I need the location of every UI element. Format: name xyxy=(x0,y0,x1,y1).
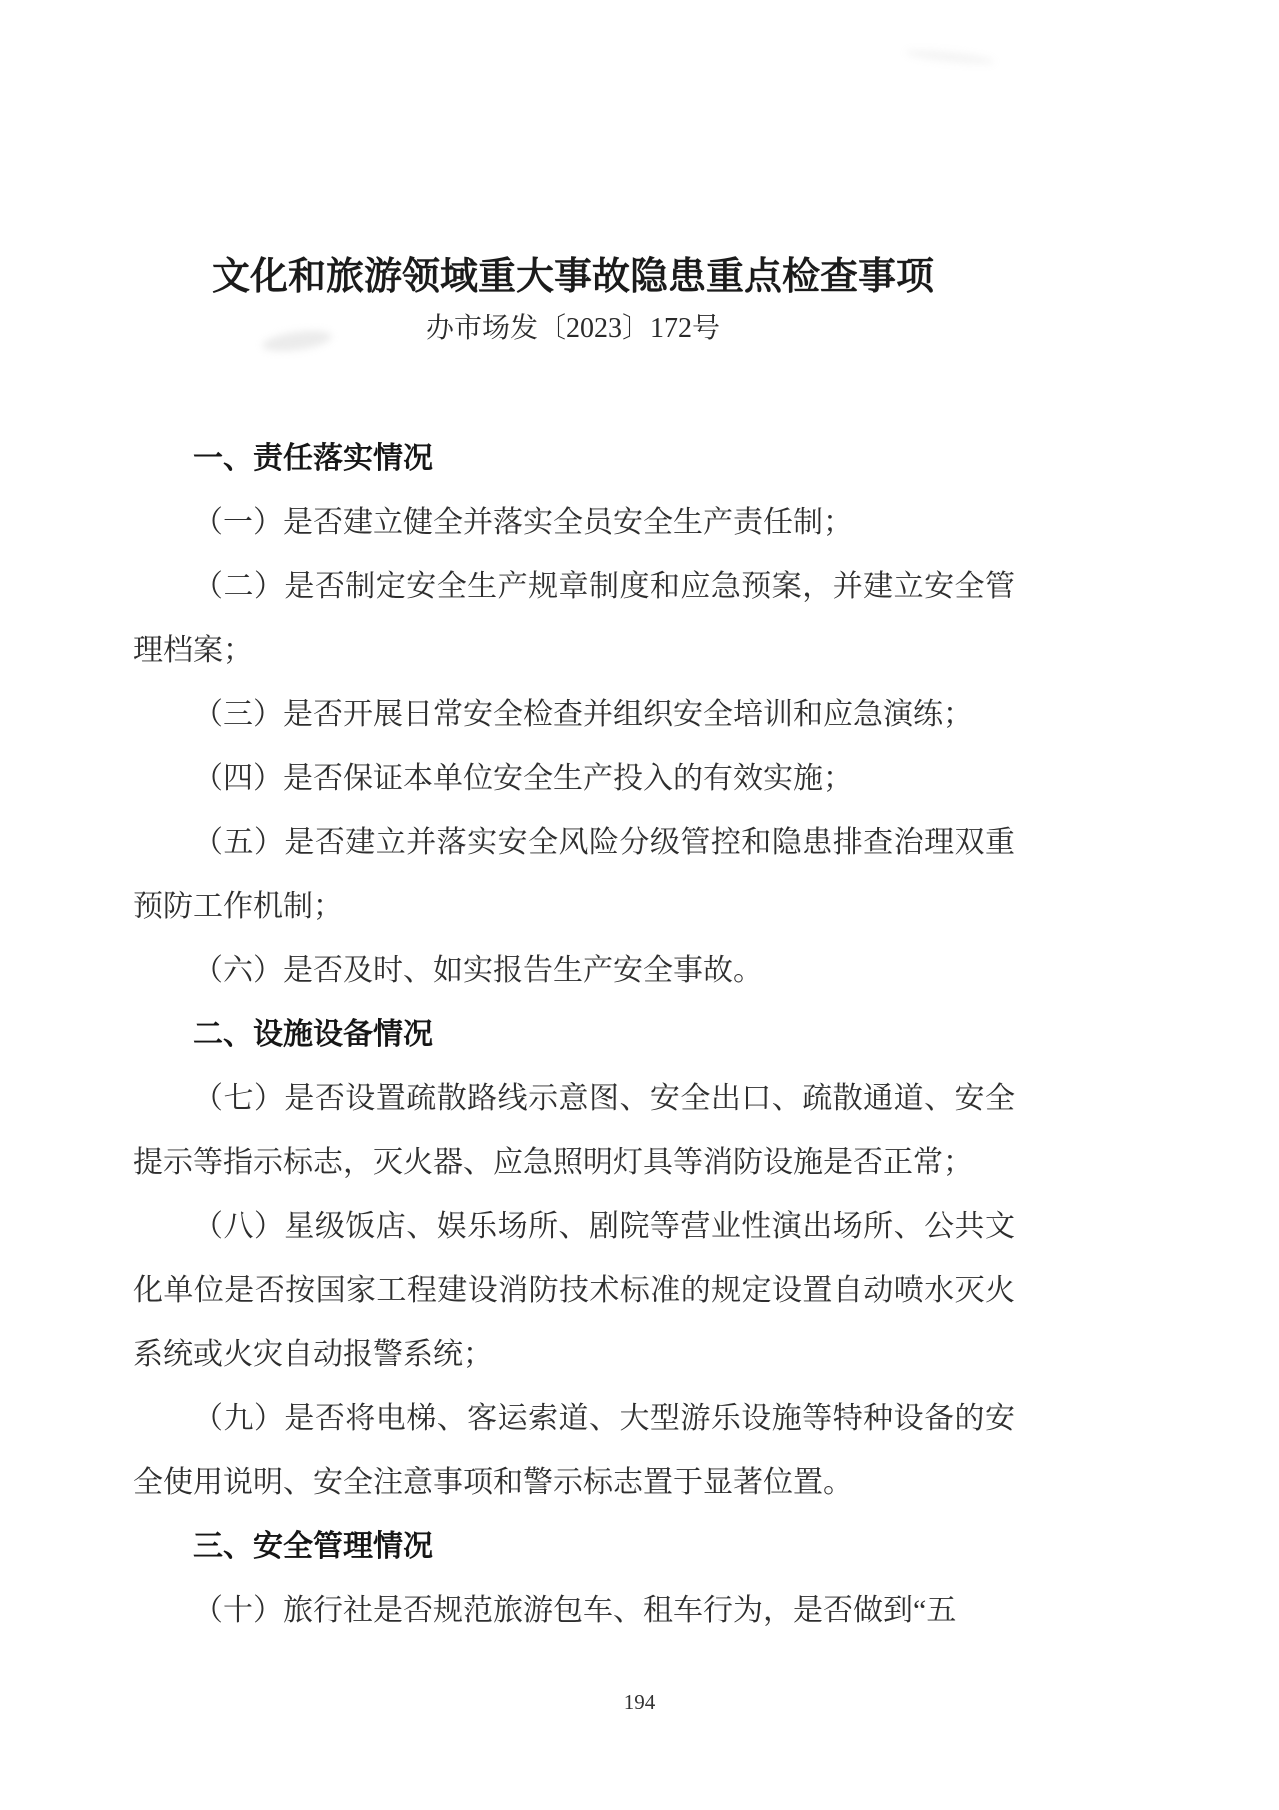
page-number: 194 xyxy=(623,1690,656,1714)
checklist-item-3: （三）是否开展日常安全检查并组织安全培训和应急演练； xyxy=(193,698,973,731)
document-title: 文化和旅游领域重大事故隐患重点检查事项 xyxy=(211,256,934,299)
section-heading-1: 一、责任落实情况 xyxy=(193,442,433,475)
checklist-item-5: （五）是否建立并落实安全风险分级管控和隐患排查治理双重预防工作机制； xyxy=(133,826,1015,923)
checklist-item-10: （十）旅行社是否规范旅游包车、租车行为，是否做到“五 xyxy=(193,1594,957,1627)
section-heading-3: 三、安全管理情况 xyxy=(193,1530,433,1563)
scan-smudge xyxy=(905,47,996,66)
checklist-item-4: （四）是否保证本单位安全生产投入的有效实施； xyxy=(193,762,853,795)
checklist-item-8: （八）星级饭店、娱乐场所、剧院等营业性演出场所、公共文化单位是否按国家工程建设消防技术标准的规定设置自动喷水灭火系统或火灾自动报警系统； xyxy=(133,1210,1015,1371)
section-heading-2: 二、设施设备情况 xyxy=(193,1018,433,1051)
checklist-item-6: （六）是否及时、如实报告生产安全事故。 xyxy=(193,954,763,987)
checklist-item-1: （一）是否建立健全并落实全员安全生产责任制； xyxy=(193,506,853,539)
document-body xyxy=(133,427,1015,1643)
document-number: 办市场发〔2023〕172号 xyxy=(425,313,720,344)
checklist-item-2: （二）是否制定安全生产规章制度和应急预案，并建立安全管理档案； xyxy=(133,570,1015,667)
checklist-item-7: （七）是否设置疏散路线示意图、安全出口、疏散通道、安全提示等指示标志，灭火器、应急照明灯具等消防设施是否正常； xyxy=(133,1082,1015,1179)
checklist-item-9: （九）是否将电梯、客运索道、大型游乐设施等特种设备的安全使用说明、安全注意事项和警示标志置于显著位置。 xyxy=(133,1402,1015,1499)
